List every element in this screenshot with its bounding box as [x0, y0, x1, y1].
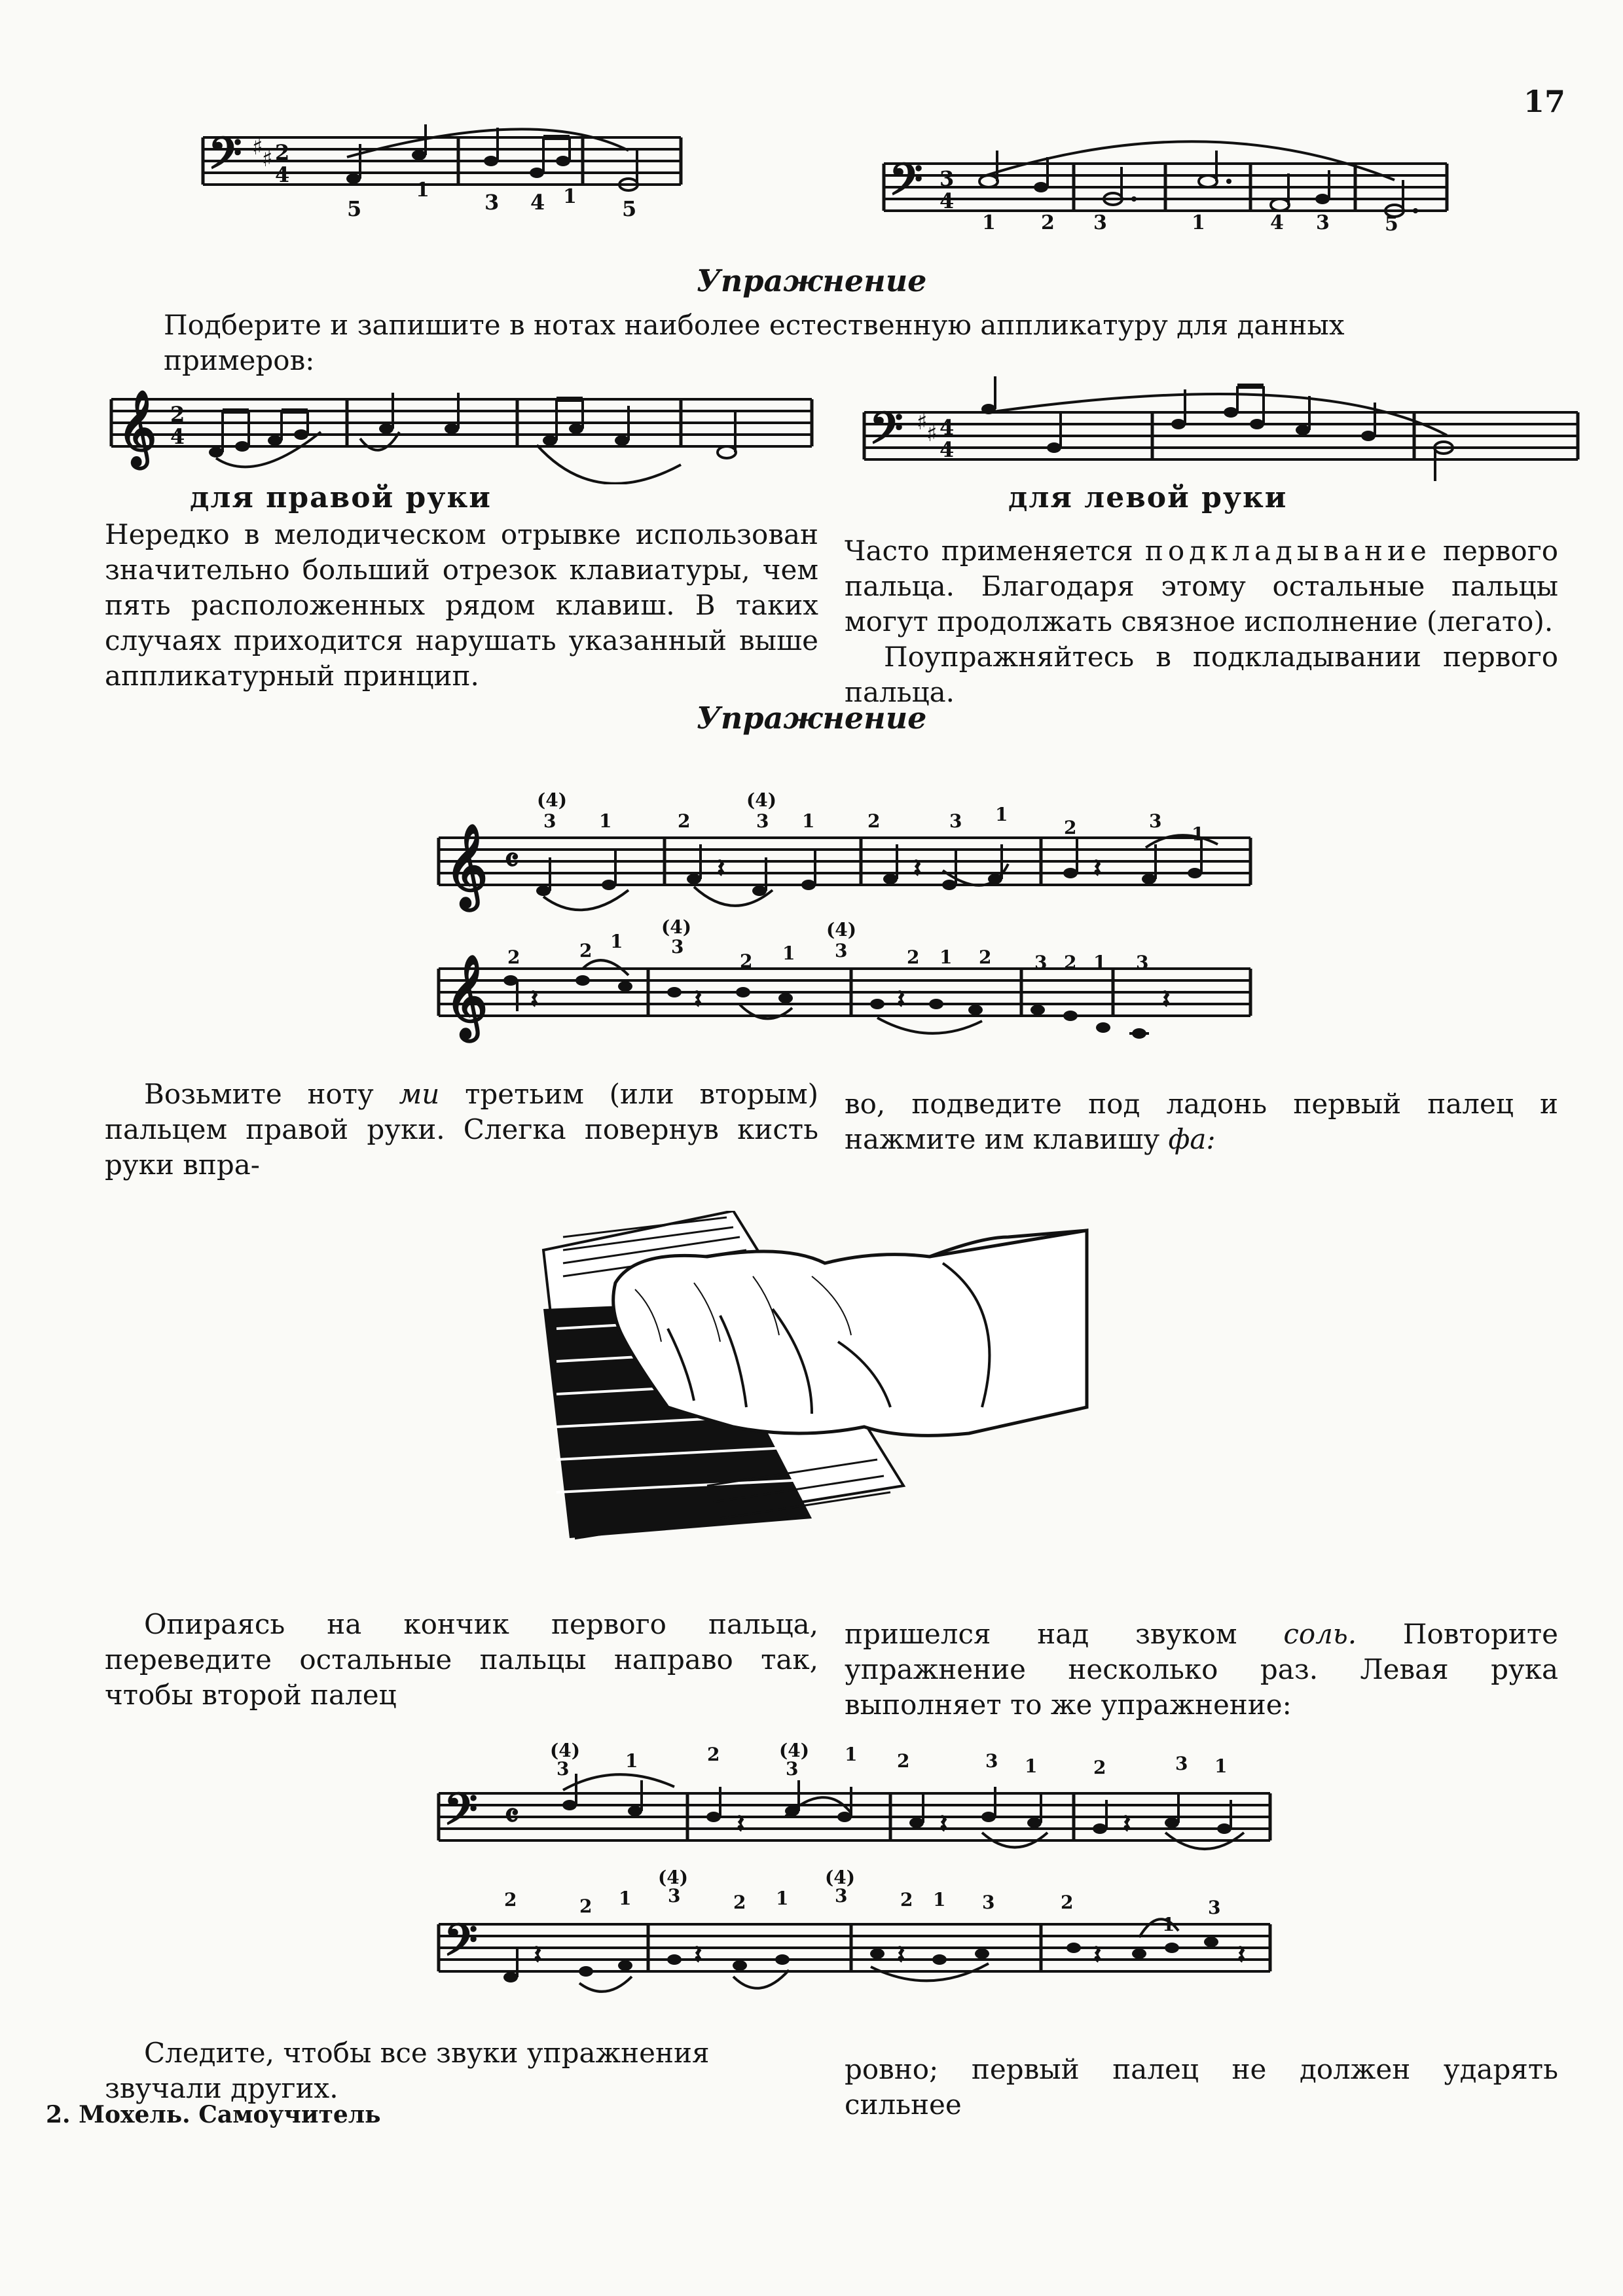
bass-clef-icon: 𝄢 [208, 128, 242, 189]
text: Повторите упражнение несколько раз. Левая рука выполняет то же упражнение: [845, 1618, 1558, 1721]
fingering: 1 [1025, 1755, 1038, 1777]
paragraph-right-3 [845, 1617, 1558, 1723]
music-example-2 [877, 118, 1453, 232]
paragraph-left-3: Опираясь на кончик первого пальца, переведите остальные пальцы направо так, чтобы второй палец [105, 1608, 818, 1711]
music-exercise-bass-1 [432, 1734, 1277, 1865]
fingering: 1 [982, 211, 996, 232]
footer-signature: 2. Мохель. Самоучитель [46, 2101, 381, 2128]
fingering: 2 [1061, 1892, 1074, 1913]
caption-left-hand: для левой руки [1008, 481, 1288, 514]
fingering: 1 [933, 1889, 946, 1910]
svg-text:𝄽: 𝄽 [897, 1939, 905, 1970]
svg-text:𝄢: 𝄢 [869, 403, 903, 464]
fingering: 3 [756, 810, 769, 832]
fingering: 5 [1385, 213, 1398, 232]
fingering: 2 [1041, 211, 1055, 232]
fingering: (4) [537, 789, 567, 811]
music-example-1 [196, 111, 694, 223]
fingering: 2 [1064, 817, 1077, 838]
fingering: 4 [1270, 211, 1284, 232]
svg-text:𝄽: 𝄽 [1093, 853, 1102, 884]
fingering: 3 [484, 190, 500, 215]
text: пришелся над звуком [845, 1618, 1237, 1650]
paragraph-right-4: ровно; первый палец не должен ударять сильнее [845, 2053, 1558, 2121]
fingering: (4) [550, 1740, 580, 1761]
fingering: 3 [1136, 952, 1149, 973]
text-italic: ми [399, 1078, 440, 1110]
fingering: 3 [1093, 211, 1107, 232]
fingering: 1 [563, 185, 577, 208]
fingering: 2 [979, 946, 992, 968]
caption-right-hand: для правой руки [190, 481, 492, 514]
fingering: 2 [740, 950, 753, 972]
page-number: 17 [1523, 84, 1565, 119]
fingering: 2 [678, 810, 691, 832]
fingering: 5 [347, 196, 362, 221]
fingering: 1 [416, 179, 429, 202]
svg-text:𝄽: 𝄽 [694, 984, 702, 1014]
fingering: 2 [897, 1750, 910, 1772]
fingering: 1 [1192, 211, 1205, 232]
svg-text:2: 2 [170, 402, 185, 427]
svg-text:𝄴: 𝄴 [504, 1796, 520, 1836]
fingering: (4) [779, 1740, 809, 1761]
text: во, подведите под ладонь первый палец и нажмите им клавишу [845, 1088, 1558, 1155]
paragraph-left-4: Следите, чтобы все звуки упражнения звучали других. [105, 2037, 710, 2104]
fingering: 2 [579, 940, 593, 961]
hand-shape [613, 1230, 1087, 1435]
fingering: (4) [658, 1867, 688, 1888]
svg-text:𝄽: 𝄽 [694, 1939, 702, 1970]
fingering: 3 [543, 810, 556, 832]
paragraph-left-2 [105, 1077, 818, 1183]
fingering: 4 [530, 190, 545, 215]
fingering: 1 [1162, 1914, 1175, 1935]
fingering: 2 [867, 810, 881, 832]
fingering: 2 [507, 946, 520, 968]
fingering: 1 [610, 931, 623, 952]
fingering: 3 [786, 1758, 799, 1780]
fingering: 3 [949, 810, 962, 832]
music-exercise-bass-2 [432, 1865, 1277, 2009]
svg-text:4: 4 [939, 437, 955, 462]
svg-text:𝄽: 𝄽 [1123, 1808, 1131, 1839]
text-italic: фа: [1168, 1123, 1216, 1155]
fingering: 1 [1093, 952, 1106, 973]
instruction-text: Подберите и запишите в нотах наиболее естественную аппликатуру для данных примеров: [164, 309, 1345, 376]
fingering: 1 [1192, 823, 1205, 845]
treble-clef-icon: 𝄞 [118, 389, 157, 466]
fingering: 1 [625, 1750, 638, 1772]
fingering: 3 [556, 1758, 570, 1780]
text-spaced: подкладывание [1144, 535, 1431, 567]
svg-text:♯: ♯ [252, 134, 263, 160]
text: Поупражняйтесь в подкладывании первого пальца. [845, 641, 1558, 708]
fingering: 3 [1175, 1753, 1188, 1774]
svg-text:♯: ♯ [262, 146, 273, 172]
svg-text:𝄢: 𝄢 [889, 154, 923, 215]
svg-text:𝄽: 𝄽 [897, 984, 905, 1014]
hand-on-piano-illustration [537, 1211, 1093, 1564]
fingering: (4) [746, 789, 776, 811]
fingering: 2 [504, 1889, 517, 1910]
fingering: 1 [1214, 1755, 1228, 1777]
fingering: 3 [835, 1885, 848, 1907]
music-exercise-treble-1 [432, 785, 1257, 916]
svg-text:2: 2 [275, 140, 290, 165]
svg-text:4: 4 [939, 415, 955, 440]
text: первого пальца. Благодаря этому остальные пальцы могут продолжать связное исполнение (легато). [845, 535, 1558, 637]
svg-text:𝄽: 𝄽 [737, 1808, 745, 1839]
text: третьим (или вторым) пальцем правой руки. Слегка повернув кисть руки впра- [105, 1078, 818, 1181]
fingering: 3 [1149, 810, 1162, 832]
fingering: 2 [733, 1892, 746, 1913]
fingering: 2 [907, 946, 920, 968]
exercise-heading-1: Упражнение [696, 263, 927, 298]
paragraph-left-1: Нередко в мелодическом отрывке использован значительно больший отрезок клавиатуры, чем пять расположенных рядом клавиш. В таких случаях приходится нарушать указанный выше аппликатурный принцип. [105, 518, 818, 692]
fingering: 3 [985, 1750, 998, 1772]
svg-text:𝄢: 𝄢 [444, 1914, 478, 1976]
fingering: 2 [579, 1895, 593, 1917]
fingering: 3 [1208, 1897, 1221, 1918]
fingering: 2 [1064, 952, 1077, 973]
svg-text:♯: ♯ [926, 421, 938, 447]
text: Часто применяется [845, 535, 1133, 567]
fingering: 1 [802, 810, 815, 832]
svg-text:𝄢: 𝄢 [444, 1784, 478, 1845]
svg-text:𝄽: 𝄽 [1162, 984, 1171, 1014]
svg-text:3: 3 [939, 166, 955, 191]
fingering: (4) [661, 916, 691, 938]
fingering: 3 [1034, 952, 1048, 973]
fingering: (4) [826, 919, 856, 941]
svg-text:𝄽: 𝄽 [913, 853, 922, 884]
fingering: 2 [900, 1889, 913, 1910]
svg-text:4: 4 [275, 162, 290, 187]
svg-text:𝄽: 𝄽 [534, 1939, 542, 1970]
exercise-heading-2: Упражнение [696, 700, 927, 736]
svg-text:𝄽: 𝄽 [530, 984, 539, 1014]
svg-text:𝄽: 𝄽 [717, 853, 725, 884]
paragraph-right-2 [845, 1086, 1558, 1157]
fingering: 1 [995, 804, 1008, 825]
paragraph-right-1 [845, 533, 1558, 710]
svg-text:♯: ♯ [917, 409, 928, 435]
fingering: 1 [619, 1888, 632, 1909]
svg-text:4: 4 [939, 188, 955, 213]
fingering: 1 [782, 942, 795, 964]
music-example-left-hand [858, 373, 1584, 484]
svg-text:𝄞: 𝄞 [445, 954, 488, 1038]
svg-text:𝄽: 𝄽 [939, 1808, 948, 1839]
fingering: 5 [622, 196, 637, 221]
fingering: 3 [982, 1892, 995, 1913]
svg-text:𝄴: 𝄴 [504, 840, 520, 880]
fingering: 1 [599, 810, 612, 832]
fingering: 3 [835, 940, 848, 961]
fingering: (4) [825, 1867, 855, 1888]
svg-text:4: 4 [170, 424, 185, 449]
fingering: 2 [1093, 1757, 1106, 1778]
fingering: 3 [671, 936, 684, 958]
svg-text:𝄞: 𝄞 [445, 823, 488, 907]
fingering: 2 [707, 1744, 720, 1765]
text-italic: соль. [1283, 1618, 1357, 1650]
fingering: 1 [776, 1888, 789, 1909]
fingering: 3 [1316, 211, 1330, 232]
fingering: 1 [845, 1744, 858, 1765]
fingering: 3 [668, 1885, 681, 1907]
music-example-right-hand [105, 373, 818, 484]
text: Возьмите ноту [144, 1078, 374, 1110]
svg-text:𝄽: 𝄽 [1237, 1939, 1246, 1970]
svg-text:𝄽: 𝄽 [1093, 1939, 1102, 1970]
music-exercise-treble-2 [432, 916, 1257, 1047]
fingering: 1 [939, 946, 953, 968]
